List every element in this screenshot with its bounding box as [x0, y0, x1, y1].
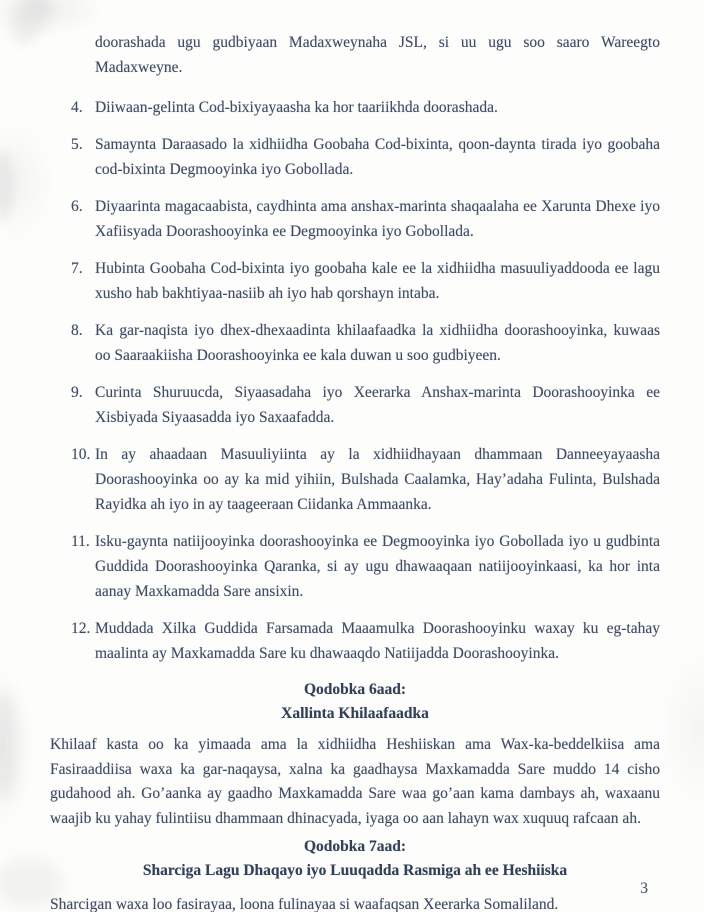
- list-item-number: 12.: [71, 620, 91, 637]
- list-item: [50, 95, 660, 120]
- section-paragraph: Khilaaf kasta oo ka yimaada ama la xidhiidha Heshiiskan ama Wax-ka-beddelkiisa ama Fasiraaddiisa waxa ka gar-naqaysa, xalna ka gaadhaysa Maxkamadda Sare muddo 14 cisho gudahood ah. Go’aanka ay gaadho Maxkamadda Sare waa go’aan kama dambays ah, waxaanu waajib ku yahay fulintiisu dhammaan dhinacyada, iyaga oo aan lahayn wax xuquuq rafcaan ah.: [50, 736, 660, 827]
- list-item-text: Isku-gaynta natiijooyinka doorashooyinka ee Degmooyinka iyo Gobollada iyo u gudbinta Guddida Doorashooyinka Qaranka, si ay ugu dhawaaqaan natiijooyinkaasi, ka hor inta aanay Maxkamadda Sare ansixin.: [95, 533, 660, 600]
- list-item: [50, 529, 660, 604]
- section-heading-title: Xallinta Khilaafaadka: [281, 705, 429, 722]
- list-item: [50, 256, 660, 306]
- list-item-number: 10.: [71, 446, 91, 463]
- scan-smudge: [0, 150, 14, 220]
- list-item-text: Curinta Shuruucda, Siyaasadaha iyo Xeerarka Anshax-marinta Doorashooyinka ee Xisbiyada Siyaasadda iyo Saxaafadda.: [95, 384, 660, 426]
- list-item-number: 5.: [71, 136, 83, 153]
- page-number: 3: [640, 880, 648, 897]
- list-item-number: 7.: [71, 260, 83, 277]
- section-heading-number: Qodobka 7aad:: [303, 838, 407, 855]
- section-paragraph: Sharcigan waxa loo fasirayaa, loona fulinayaa si waafaqsan Xeerarka Somaliland.: [50, 896, 559, 912]
- list-item: [50, 132, 660, 182]
- list-item-text: Diiwaan-gelinta Cod-bixiyayaasha ka hor taariikhda doorashada.: [95, 99, 498, 116]
- list-item: [50, 616, 660, 666]
- list-item-number: 9.: [71, 384, 83, 401]
- list-item-text: Ka gar-naqista iyo dhex-dhexaadinta khilaafaadka la xidhiidha doorashooyinka, kuwaas oo Saaraakiisha Doorashooyinka ee kala duwan u soo gudbiyeen.: [95, 322, 660, 364]
- list-item: [50, 318, 660, 368]
- section-heading-title: Sharciga Lagu Dhaqayo iyo Luuqadda Rasmiga ah ee Heshiiska: [142, 862, 568, 879]
- list-item-number: 4.: [71, 99, 83, 116]
- page-content: [50, 30, 660, 912]
- list-item-number: 6.: [71, 198, 83, 215]
- section-heading-number: Qodobka 6aad:: [303, 681, 407, 698]
- list-item-text: Hubinta Goobaha Cod-bixinta iyo goobaha kale ee la xidhiidha masuuliyaddooda ee lagu xusho hab bakhtiyaa-nasiib ah iyo hab qorshayn intaba.: [95, 260, 660, 302]
- scan-smudge: [0, 690, 18, 800]
- list-item-number: 8.: [71, 322, 83, 339]
- list-item-text: Samaynta Daraasado la xidhiidha Goobaha Cod-bixinta, qoon-daynta tirada iyo goobaha cod-bixinta Degmooyinka iyo Gobollada.: [95, 136, 660, 178]
- list-item-text: Diyaarinta magacaabista, caydhinta ama anshax-marinta shaqaalaha ee Xarunta Dhexe iyo Xafiisyada Doorashooyinka ee Degmooyinka iyo Gobollada.: [95, 198, 660, 240]
- list-item: [50, 442, 660, 517]
- paragraph-continuation: doorashada ugu gudbiyaan Madaxweynaha JSL, si uu ugu soo saaro Wareegto Madaxweyne.: [95, 34, 660, 76]
- section-qodobka-7: [50, 835, 660, 912]
- numbered-list: [50, 95, 660, 666]
- list-item: [50, 380, 660, 430]
- section-qodobka-6: [50, 678, 660, 831]
- list-item: [50, 194, 660, 244]
- list-item-text: In ay ahaadaan Masuuliyiinta ay la xidhiidhayaan dhammaan Danneeyayaasha Doorashooyinka oo ay ka mid yihiin, Bulshada Caalamka, Hay’adaha Fulinta, Bulshada Rayidka ah iyo in ay taageeraan Ciidanka Ammaanka.: [95, 446, 660, 513]
- list-item-number: 11.: [71, 533, 90, 550]
- list-item-text: Muddada Xilka Guddida Farsamada Maaamulka Doorashooyinku waxay ku eg-tahay maalinta ay Maxkamadda Sare ku dhawaaqdo Natiijadda Doorashooyinka.: [95, 620, 660, 662]
